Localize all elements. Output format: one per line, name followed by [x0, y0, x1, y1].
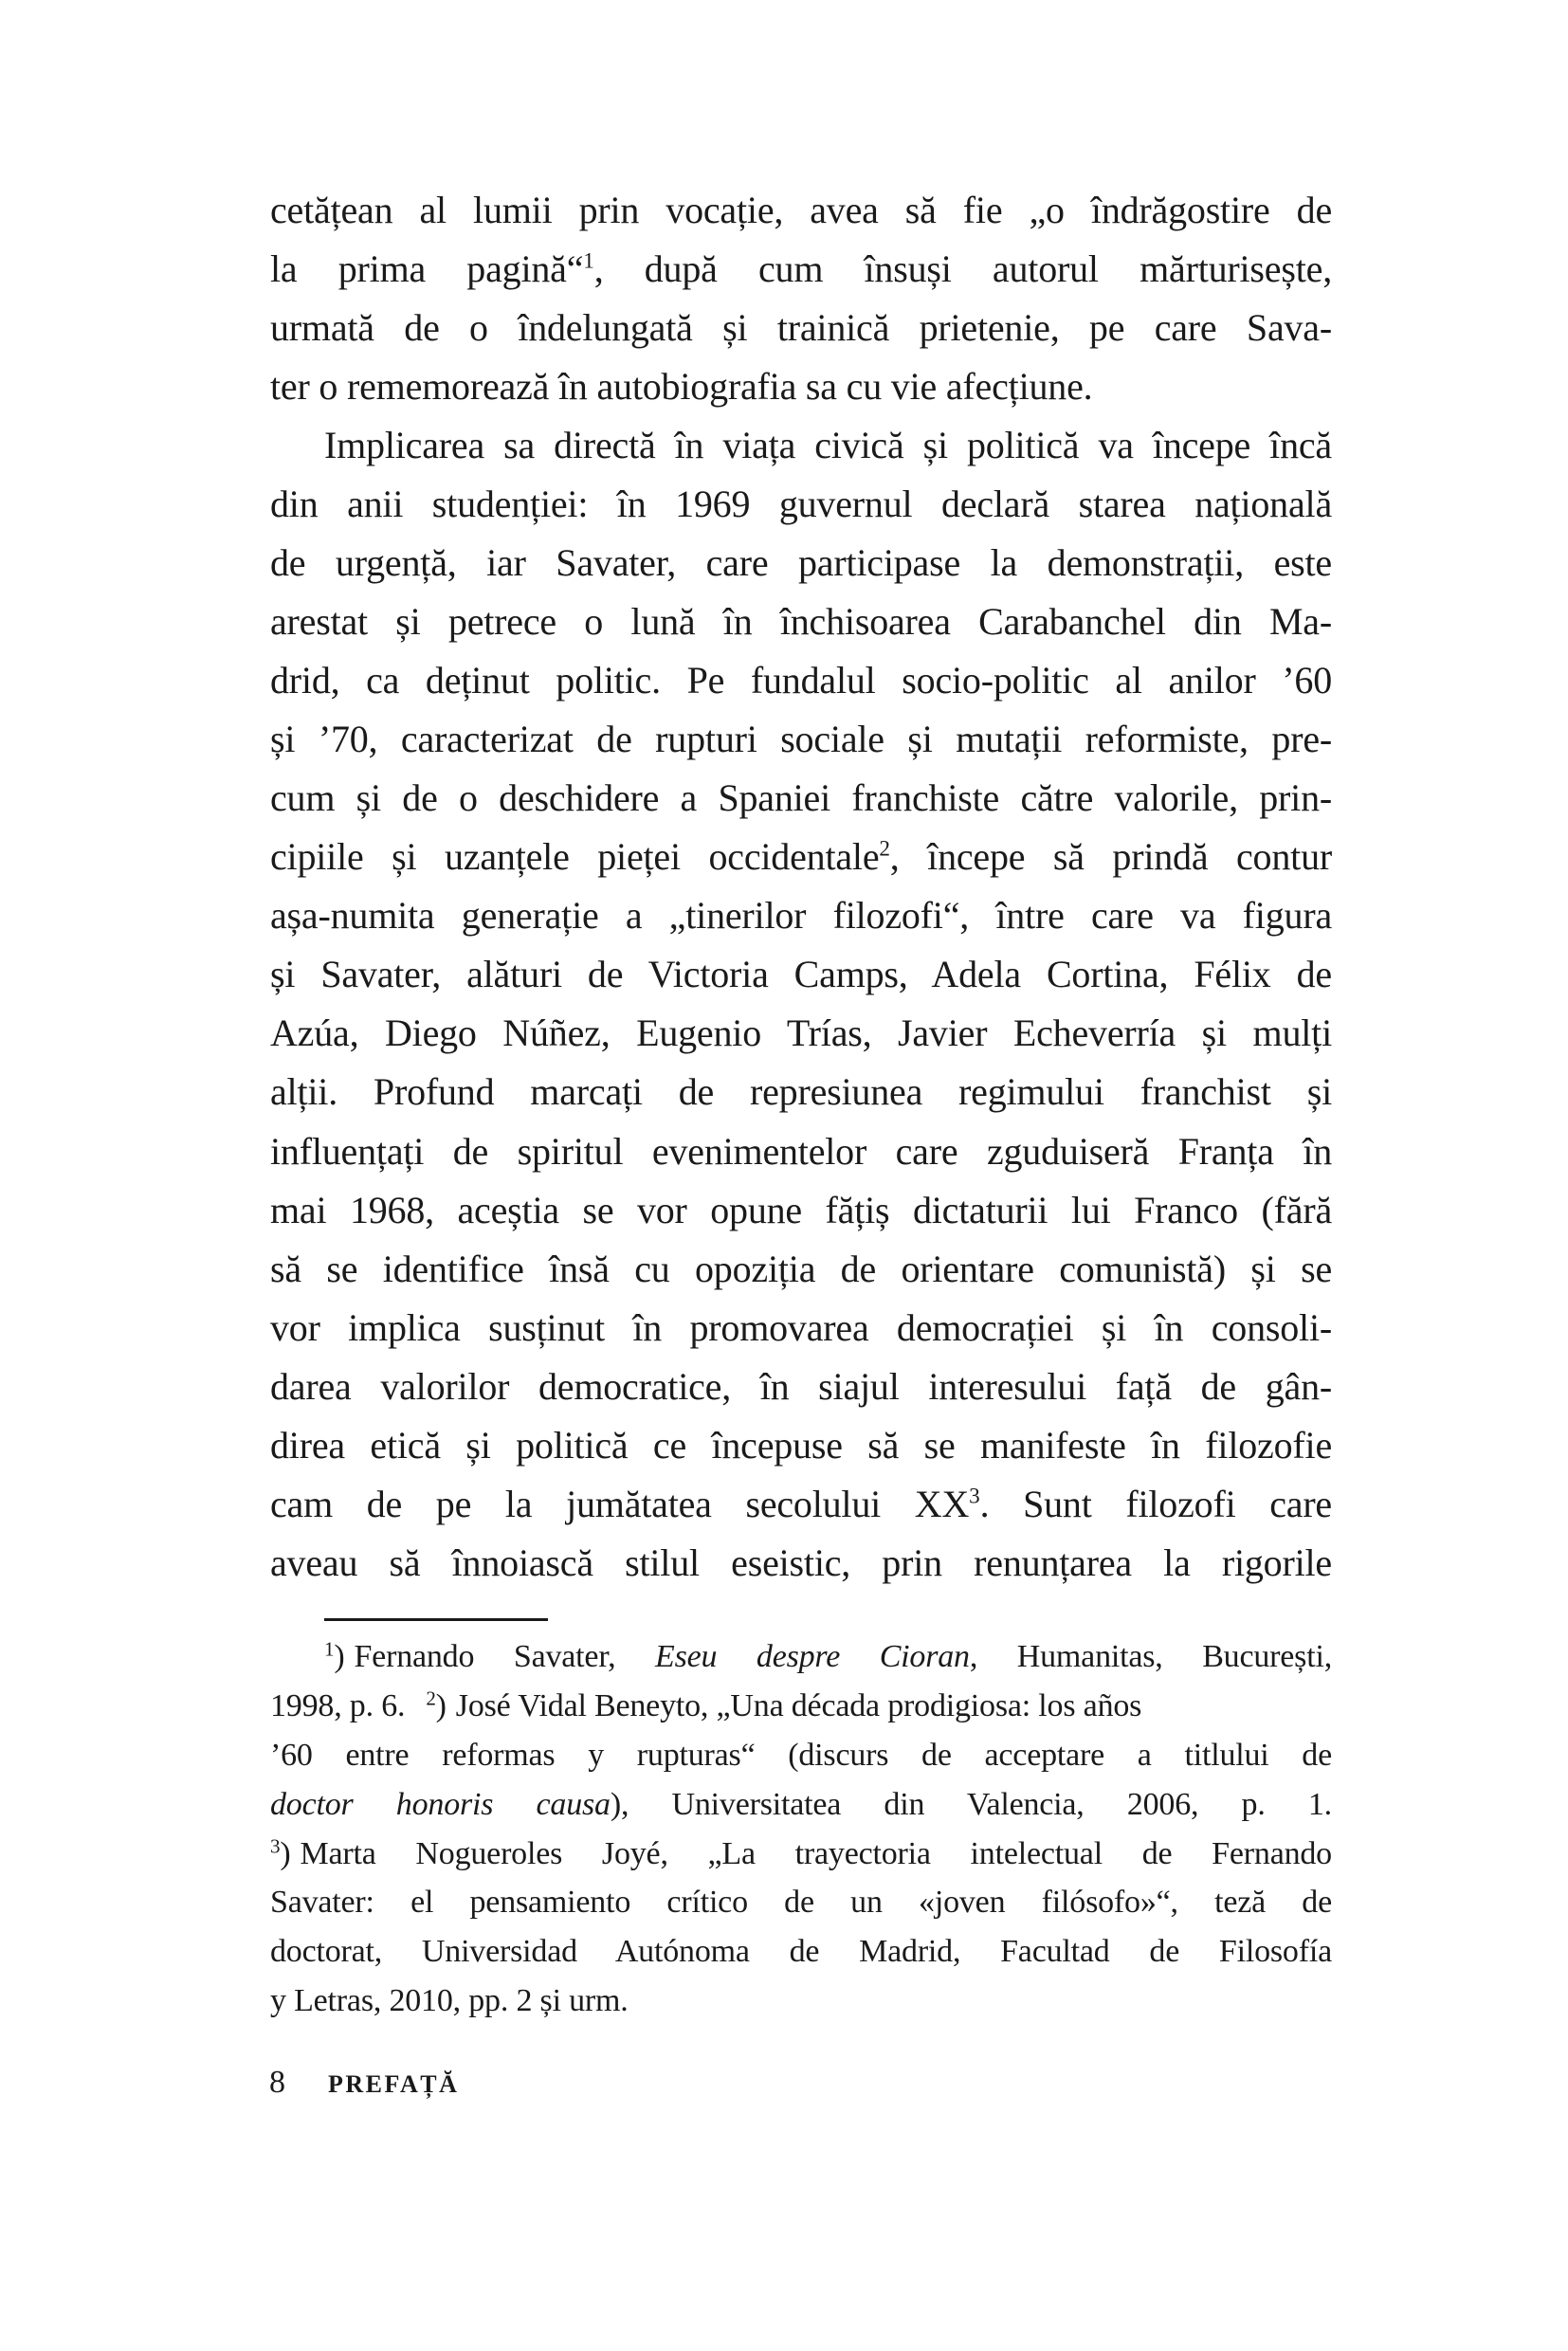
footnote-1 [270, 1632, 1332, 1682]
footnote-3 [270, 1830, 1332, 1879]
body-line: arestat și petrece o lună în închisoarea Carabanchel din Ma- [270, 600, 1332, 644]
body-line: cum și de o deschidere a Spaniei franchiste către valorile, prin- [270, 776, 1332, 820]
footnote-text: ), Universitatea din Valencia, 2006, p. 1. [610, 1786, 1332, 1822]
footnote-text: , Humanitas, București, [969, 1639, 1332, 1674]
body-line-text: , începe să prindă contur [889, 835, 1332, 879]
body-line-text: . Sunt filozofi care [979, 1482, 1332, 1525]
footnote-paren: ) [280, 1835, 291, 1871]
body-line: de urgență, iar Savater, care participase la demonstrații, este [270, 541, 1332, 585]
body-line: alții. Profund marcați de represiunea regimului franchist și [270, 1070, 1332, 1114]
footnote-title-italic: doctor honoris causa [270, 1786, 611, 1822]
page-number: 8 [269, 2065, 285, 2100]
footnote-2: José Vidal Beneyto, „Una década prodigiosa: los años [455, 1687, 1142, 1723]
footnote-text: 1998, p. 6. [270, 1687, 406, 1723]
body-line [270, 828, 1332, 886]
body-line: din anii studenției: în 1969 guvernul declară starea națională [270, 483, 1332, 526]
footnote-ref-3[interactable]: 3 [969, 1484, 980, 1509]
footnote-marker: 1 [324, 1637, 335, 1661]
body-line: Azúa, Diego Núñez, Eugenio Trías, Javier Echeverría și mulți [270, 1011, 1332, 1055]
footnote-ref-2[interactable]: 2 [879, 836, 890, 862]
footnote-line [270, 1780, 1332, 1830]
body-line: și Savater, alături de Victoria Camps, Adela Cortina, Félix de [270, 953, 1332, 996]
body-line-text: , după cum însuși autorul mărturisește, [593, 247, 1332, 291]
footnote-paren: ) [435, 1687, 447, 1723]
body-text [270, 181, 1332, 1593]
footnote-title-italic: Eseu despre Cioran [655, 1639, 970, 1674]
body-line-text: cam de pe la jumătatea secolului XX [270, 1482, 970, 1525]
body-line-text: cipiile și uzanțele pieței occidentale [270, 835, 880, 879]
footnote-paren: ) [334, 1639, 345, 1674]
footnote-line: ’60 entre reformas y rupturas“ (discurs de acceptare a titlului de [270, 1737, 1332, 1773]
body-line: așa-numita generație a „tinerilor filozofi“, între care va figura [270, 894, 1332, 938]
footnote-text: Marta Nogueroles Joyé, „La trayectoria intelectual de Fernando [300, 1835, 1332, 1871]
body-line: vor implica susținut în promovarea democrației și în consoli- [270, 1305, 1332, 1349]
footnote-text: Fernando Savater, [354, 1639, 655, 1674]
footnote-line: doctorat, Universidad Autónoma de Madrid, Facultad de Filosofía [270, 1934, 1332, 1970]
running-head: PREFAȚĂ [328, 2070, 460, 2098]
footnote-marker: 3 [270, 1833, 281, 1857]
body-line-text: la prima pagină“ [270, 247, 584, 291]
body-line: să se identifice însă cu opoziția de orientare comunistă) și se [270, 1247, 1332, 1290]
paragraph-start-line: Implicarea sa directă în viața civică și politică va începe încă [324, 424, 1332, 467]
body-line: urmată de o îndelungată și trainică prietenie, pe care Sava- [270, 306, 1332, 350]
body-line: influențați de spiritul evenimentelor care zguduiseră Franța în [270, 1129, 1332, 1173]
page-footer [269, 2059, 459, 2106]
footnote-ref-1[interactable]: 1 [583, 248, 594, 274]
body-line: cetățean al lumii prin vocație, avea să fie „o îndrăgostire de [270, 189, 1332, 231]
footnote-separator-rule [324, 1618, 548, 1621]
footnote-line: Savater: el pensamiento crítico de un «joven filósofo»“, teză de [270, 1885, 1332, 1921]
body-line: drid, ca deținut politic. Pe fundalul socio-politic al anilor ’60 [270, 659, 1332, 702]
footnote-line [270, 1682, 1332, 1731]
body-line [270, 240, 1332, 299]
body-line: ter o rememorează în autobiografia sa cu vie afecțiune. [270, 365, 1093, 409]
body-line: aveau să înnoiască stilul eseistic, prin renunțarea la rigorile [270, 1540, 1332, 1584]
body-line: mai 1968, aceștia se vor opune fățiș dictaturii lui Franco (fără [270, 1188, 1332, 1231]
body-line [270, 1475, 1332, 1534]
body-line: darea valorilor democratice, în siajul interesului față de gân- [270, 1364, 1332, 1408]
footnote-line: y Letras, 2010, pp. 2 și urm. [270, 1983, 629, 2019]
body-line: și ’70, caracterizat de rupturi sociale și mutații reformiste, pre- [270, 718, 1332, 761]
body-line: direa etică și politică ce începuse să se manifeste în filozofie [270, 1423, 1332, 1467]
footnotes [270, 1632, 1332, 2026]
footnote-marker: 2 [426, 1686, 436, 1710]
